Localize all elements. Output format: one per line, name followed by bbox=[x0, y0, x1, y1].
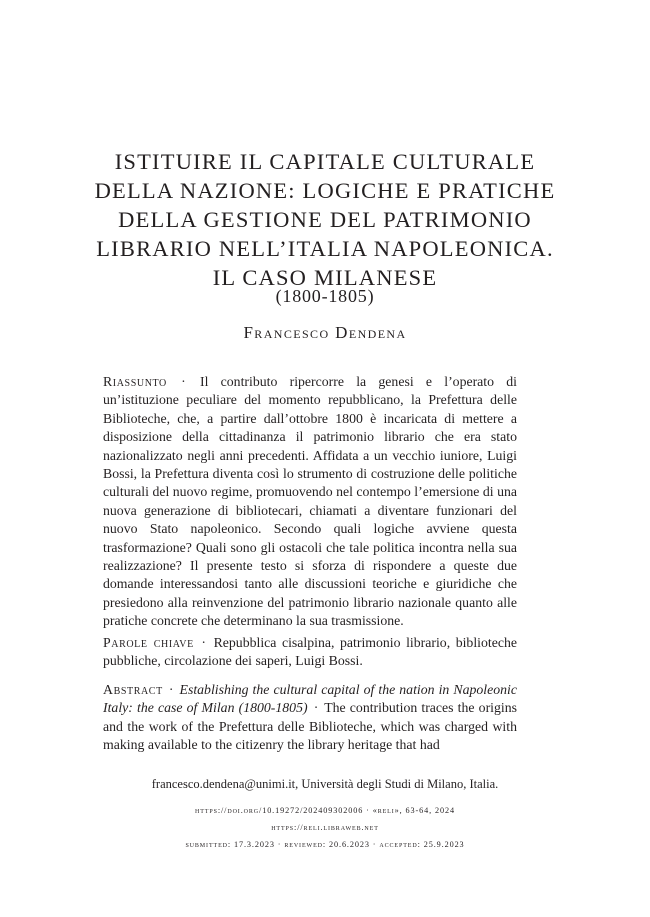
riassunto-paragraph bbox=[103, 373, 517, 631]
abstract-english-title: Establishing the cultural capital of the nation in Napoleonic Italy: the case of Milan (1800-1805) bbox=[103, 682, 517, 716]
keywords-separator: · bbox=[201, 635, 207, 650]
title-line: IL CASO MILANESE bbox=[212, 265, 438, 290]
abstract-text: The contribution traces the origins and the work of the Prefettura delle Biblioteche, which was charged with making available to the citizenry the library heritage that had bbox=[103, 700, 517, 753]
abstract-separator-2: · bbox=[313, 700, 319, 716]
author-email-affiliation: francesco.dendena@unimi.it, Università degli Studi di Milano, Italia. bbox=[151, 777, 499, 791]
article-title bbox=[60, 147, 590, 292]
author-name: Francesco Dendena bbox=[243, 323, 407, 342]
title-dates: (1800-1805) bbox=[275, 286, 375, 306]
title-line: DELLA GESTIONE DEL PATRIMONIO bbox=[118, 207, 532, 232]
keywords-label: Parole chiave bbox=[103, 635, 194, 650]
abstract-separator: · bbox=[168, 682, 174, 697]
abstract-paragraph bbox=[103, 681, 517, 755]
riassunto-separator: · bbox=[181, 374, 186, 389]
title-line: DELLA NAZIONE: LOGICHE E PRATICHE bbox=[94, 178, 556, 203]
title-line: ISTITUIRE IL CAPITALE CULTURALE bbox=[114, 149, 536, 174]
keywords-paragraph bbox=[103, 634, 517, 671]
keywords-text: Repubblica cisalpina, patrimonio librario, biblioteche pubbliche, circolazione dei saperi, Luigi Bossi. bbox=[103, 635, 517, 669]
abstract-label: Abstract bbox=[103, 682, 163, 697]
journal-url-line: https://reli.libraweb.net bbox=[271, 823, 379, 832]
riassunto-label: Riassunto bbox=[103, 374, 167, 389]
riassunto-text: Il contributo ripercorre la genesi e l’operato di un’istituzione peculiare del momento repubblicano, la Prefettura delle Biblioteche, che, a partire dall’ottobre 1800 è incaricata di mettere a disposizione della cittadinanza il patrimonio librario che era stato nazionalizzato negli anni precedenti. Affidata a un vecchio iuniore, Luigi Bossi, la Prefettura diventa così lo strumento di costruzione delle politiche culturali del nuovo regime, promuovendo nel contempo l’emersione di una nuova generazione di bibliotecari, chiamati a diventare funzionari del nuovo Stato napoleonico. Secondo quali logiche avviene questa trasformazione? Quali sono gli ostacoli che tale politica incontra nella sua realizzazione? Il presente testo si sforza di rispondere a queste due domande interessandosi tanto alle discussioni teoriche e giuridiche che presiedono alla reinvenzione del patrimonio librario nazionale quanto alle pratiche concrete che determinano la sua trasmissione. bbox=[103, 374, 518, 629]
doi-line: https://doi.org/10.19272/202409302006 · «reli», 63-64, 2024 bbox=[194, 806, 456, 815]
submission-dates-line: submitted: 17.3.2023 · reviewed: 20.6.2023 · accepted: 25.9.2023 bbox=[185, 840, 465, 849]
title-line: LIBRARIO NELL’ITALIA NAPOLEONICA. bbox=[96, 236, 554, 261]
